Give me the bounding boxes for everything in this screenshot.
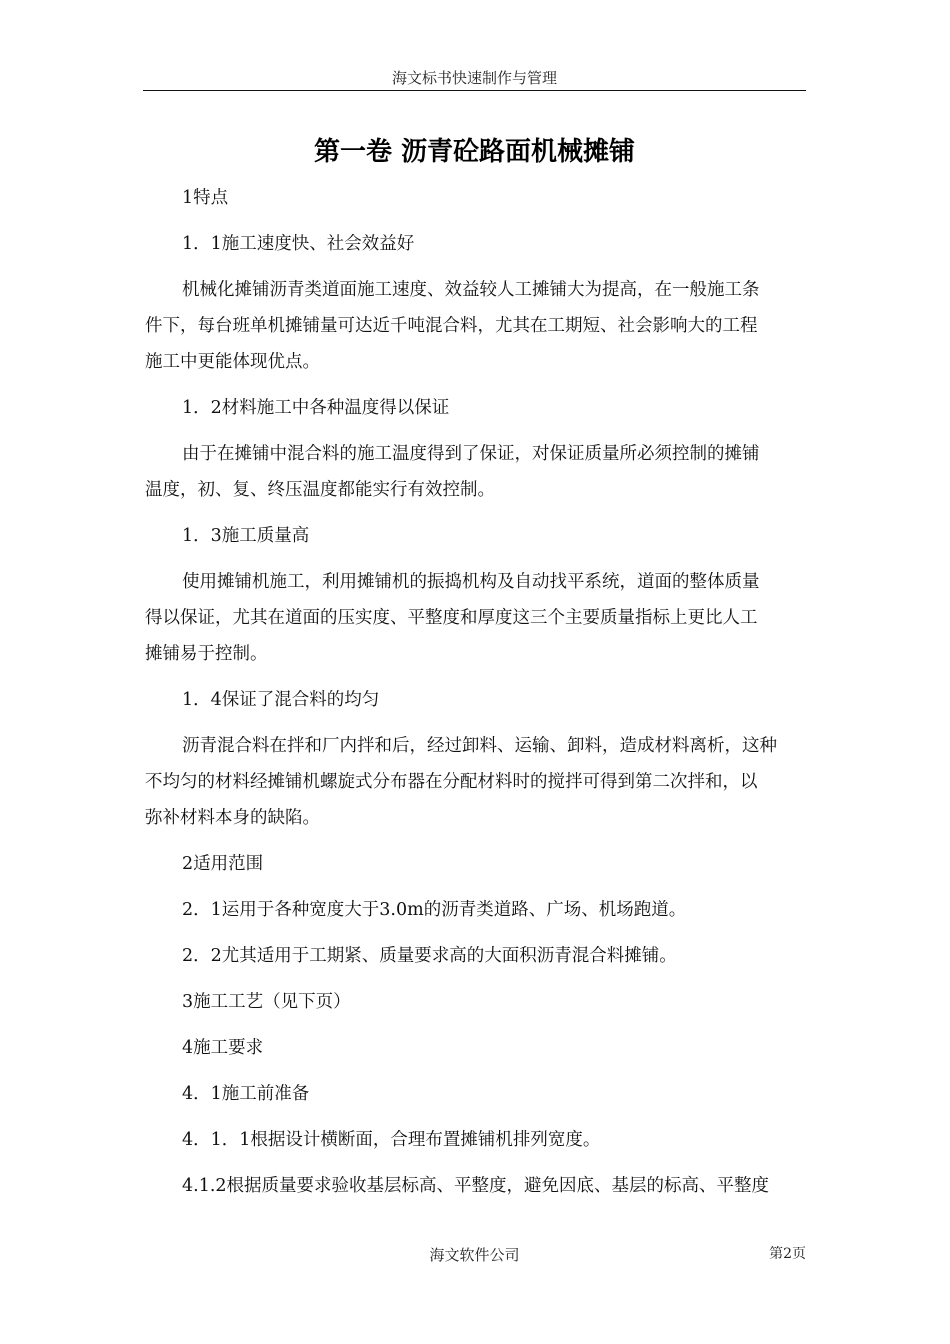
footer-company: 海文软件公司 [429, 1246, 520, 1264]
page-header: 海文标书快速制作与管理 [391, 69, 557, 87]
section-heading: 3施工工艺（见下页） [182, 992, 351, 1012]
document-title: 第一卷 沥青砼路面机械摊铺 [313, 137, 636, 167]
section-heading: 2适用范围 [182, 854, 264, 874]
section-heading: 1特点 [182, 188, 229, 208]
paragraph-line: 得以保证，尤其在道面的压实度、平整度和厚度这三个主要质量指标上更比人工 [145, 608, 758, 628]
paragraph-line: 施工中更能体现优点。 [145, 352, 320, 372]
paragraph-line: 不均匀的材料经摊铺机螺旋式分布器在分配材料时的搅拌可得到第二次拌和，以 [145, 772, 758, 792]
header-divider [143, 90, 806, 91]
page-number: 第2页 [769, 1246, 806, 1262]
paragraph-line: 沥青混合料在拌和厂内拌和后，经过卸料、运输、卸料，造成材料离析，这种 [182, 736, 777, 756]
paragraph-line: 弥补材料本身的缺陷。 [145, 808, 320, 828]
paragraph-line: 温度，初、复、终压温度都能实行有效控制。 [145, 480, 495, 500]
section-heading: 4施工要求 [182, 1038, 264, 1058]
document-body [145, 180, 807, 1204]
subsection-heading: 4．1施工前准备 [182, 1084, 310, 1104]
subsection-heading: 4.1.2根据质量要求验收基层标高、平整度，避免因底、基层的标高、平整度 [182, 1176, 770, 1196]
paragraph-line: 机械化摊铺沥青类道面施工速度、效益较人工摊铺大为提高，在一般施工条 [182, 280, 760, 300]
subsection-heading: 2．2尤其适用于工期紧、质量要求高的大面积沥青混合料摊铺。 [182, 946, 677, 966]
subsection-heading: 1．1施工速度快、社会效益好 [182, 234, 415, 254]
subsection-heading: 1．2材料施工中各种温度得以保证 [182, 398, 450, 418]
subsection-heading: 4．1．1根据设计横断面，合理布置摊铺机排列宽度。 [182, 1130, 601, 1150]
subsection-heading: 2．1运用于各种宽度大于3.0m的沥青类道路、广场、机场跑道。 [182, 900, 687, 920]
subsection-heading: 1．4保证了混合料的均匀 [182, 690, 380, 710]
subsection-heading: 1．3施工质量高 [182, 526, 310, 546]
paragraph-line: 件下，每台班单机摊铺量可达近千吨混合料，尤其在工期短、社会影响大的工程 [145, 316, 758, 336]
paragraph-line: 摊铺易于控制。 [145, 644, 268, 664]
paragraph-line: 使用摊铺机施工，利用摊铺机的振捣机构及自动找平系统，道面的整体质量 [182, 572, 760, 592]
paragraph-line: 由于在摊铺中混合料的施工温度得到了保证，对保证质量所必须控制的摊铺 [182, 444, 760, 464]
